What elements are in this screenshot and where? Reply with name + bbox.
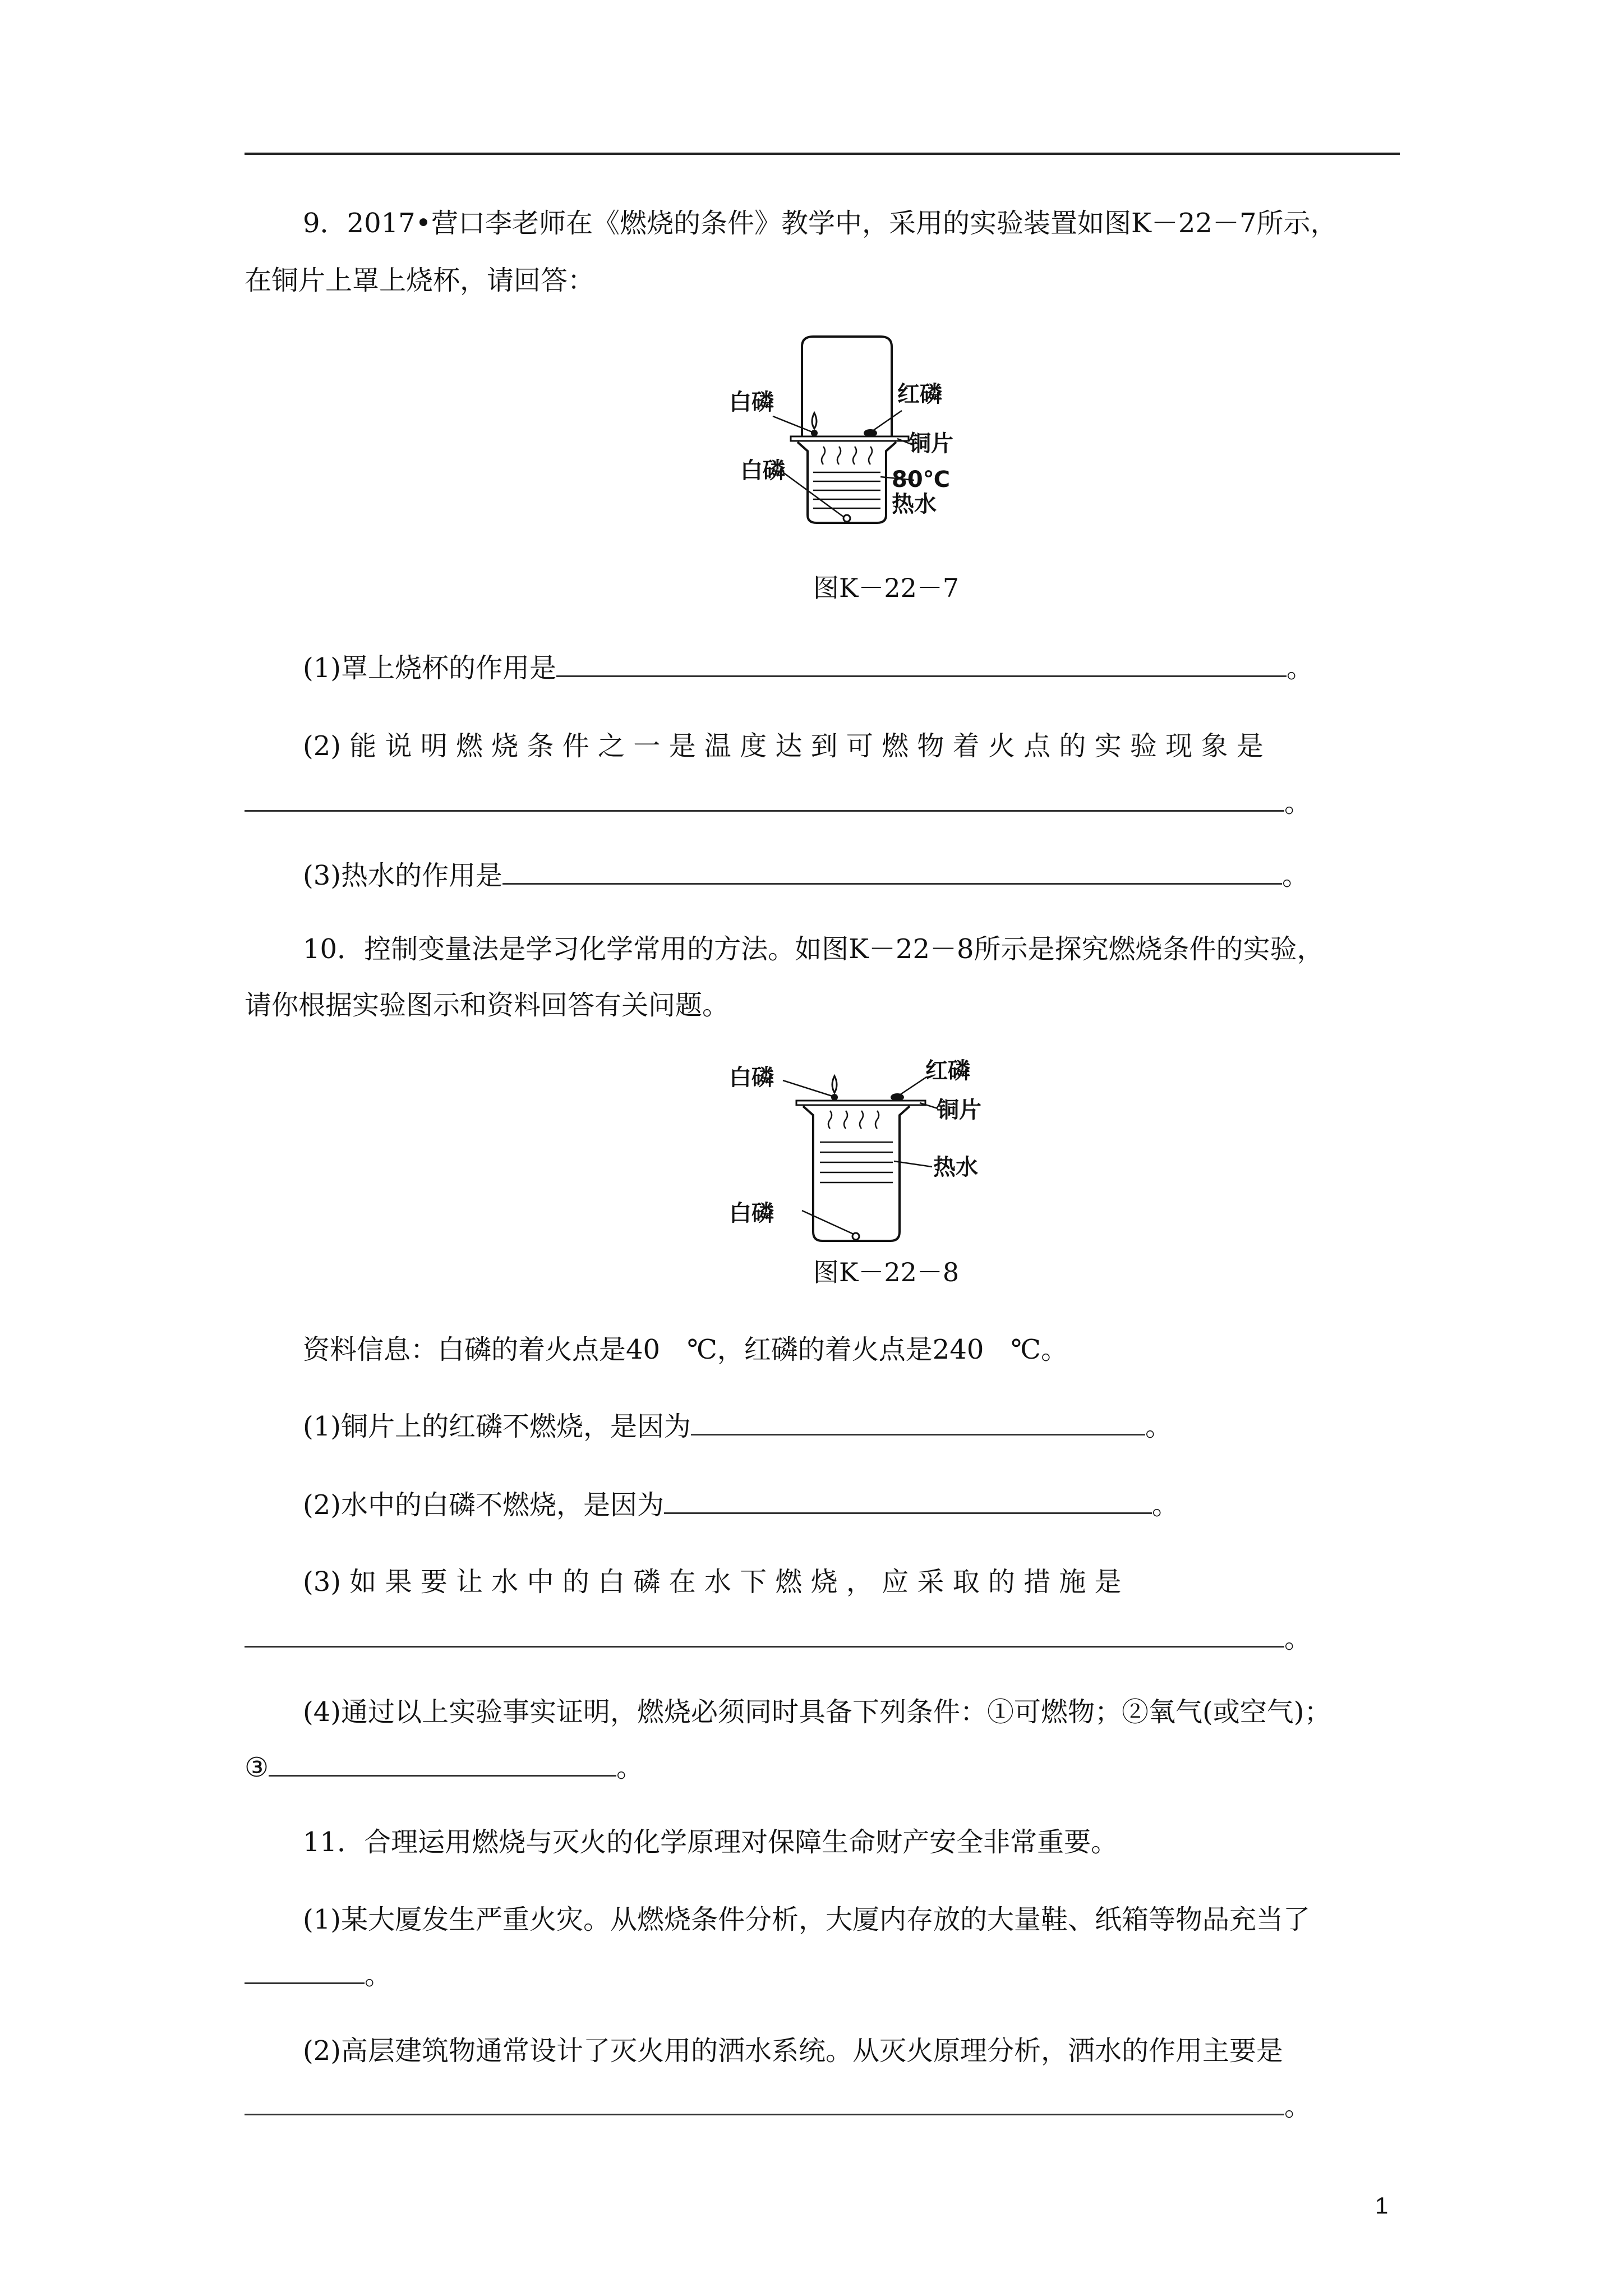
label-white-phosphorus-top: 白磷	[729, 389, 774, 415]
white-phosphorus-on-sheet	[811, 430, 818, 436]
page-number: 1	[1375, 2192, 1389, 2219]
white-phosphorus-on-sheet	[831, 1094, 838, 1101]
label-hot-water: 热水	[892, 491, 937, 517]
q11-stem: 11．合理运用燃烧与灭火的化学原理对保障生命财产安全非常重要。	[303, 1826, 1118, 1858]
q10-part2: (2)水中的白磷不燃烧，是因为 。	[303, 1488, 1179, 1522]
figure-k-22-7-caption: 图K－22－7	[813, 573, 960, 603]
answer-blank[interactable]	[502, 858, 1282, 885]
figure-k-22-8-caption: 图K－22－8	[813, 1257, 960, 1287]
answer-blank[interactable]	[556, 651, 1287, 677]
q9-part3: (3)热水的作用是 。	[303, 858, 1309, 892]
beaker	[803, 1106, 910, 1241]
label-red-phosphorus: 红磷	[925, 1058, 970, 1084]
vapor-lines	[822, 447, 872, 464]
label-temperature: 80℃	[892, 467, 951, 493]
q9-stem-line1: 9．2017•营口李老师在《燃烧的条件》教学中，采用的实验装置如图K－22－7所示，	[303, 208, 1338, 239]
q10-part4-line1: (4)通过以上实验事实证明，燃烧必须同时具备下列条件：①可燃物；②氧气(或空气)；	[303, 1696, 1331, 1728]
q9-part2-blank-line: 。	[245, 785, 1311, 820]
q10-info: 资料信息：白磷的着火点是40 ℃，红磷的着火点是240 ℃。	[303, 1334, 1068, 1365]
q10-part4-line2: ③ 。	[245, 1750, 643, 1784]
answer-blank[interactable]	[691, 1409, 1145, 1435]
label-white-phosphorus-water: 白磷	[740, 458, 785, 484]
flame-icon	[832, 1076, 837, 1093]
answer-blank[interactable]	[245, 1958, 365, 1984]
label-hot-water: 热水	[933, 1154, 978, 1180]
red-phosphorus	[864, 429, 877, 437]
answer-blank[interactable]	[245, 2089, 1284, 2115]
q11-part2-line1: (2)高层建筑物通常设计了灭火用的洒水系统。从灭火原理分析，洒水的作用主要是	[303, 2035, 1283, 2067]
figure-k-22-7	[729, 332, 965, 528]
inverted-beaker	[802, 337, 892, 438]
q11-part1-line2: 。	[245, 1958, 391, 1992]
vapor-lines	[828, 1111, 879, 1129]
answer-blank[interactable]	[664, 1488, 1152, 1514]
flame-icon	[812, 413, 817, 429]
label-copper-sheet: 铜片	[937, 1097, 981, 1123]
water-lines	[820, 1142, 893, 1182]
copper-sheet	[791, 436, 909, 441]
q10-part1: (1)铜片上的红磷不燃烧，是因为 。	[303, 1409, 1172, 1443]
red-phosphorus	[891, 1093, 904, 1101]
answer-blank[interactable]	[269, 1750, 616, 1777]
label-white-phosphorus-water: 白磷	[729, 1200, 774, 1226]
q10-stem-line2: 请你根据实验图示和资料回答有关问题。	[245, 990, 730, 1021]
header-rule	[245, 153, 1400, 155]
answer-blank[interactable]	[245, 1621, 1284, 1648]
q10-stem-line1: 10．控制变量法是学习化学常用的方法。如图K－22－8所示是探究燃烧条件的实验，	[303, 933, 1324, 965]
water-lines	[813, 472, 880, 508]
lower-beaker	[797, 442, 896, 523]
label-white-phosphorus-top: 白磷	[729, 1065, 774, 1091]
q11-part2-line2: 。	[245, 2089, 1311, 2123]
label-copper-sheet: 铜片	[909, 431, 953, 457]
white-phosphorus-in-water	[843, 515, 850, 522]
answer-blank[interactable]	[245, 785, 1284, 812]
q11-part1-line1: (1)某大厦发生严重火灾。从燃烧条件分析，大厦内存放的大量鞋、纸箱等物品充当了	[303, 1904, 1310, 1935]
copper-sheet	[796, 1101, 925, 1105]
label-red-phosphorus: 红磷	[897, 381, 942, 407]
figure-k-22-8	[729, 1055, 987, 1251]
q9-part1: (1)罩上烧杯的作用是 。	[303, 651, 1313, 685]
q10-part3-blank-line: 。	[245, 1621, 1311, 1655]
q10-part3: (3) 如 果 要 让 水 中 的 白 磷 在 水 下 燃 烧 ， 应 采 取 的 措 施 是	[303, 1566, 1122, 1598]
q9-stem-line2: 在铜片上罩上烧杯，请回答：	[245, 265, 595, 296]
q9-part2: (2) 能 说 明 燃 烧 条 件 之 一 是 温 度 达 到 可 燃 物 着 火 点 的 实 验 现 象 是	[303, 730, 1264, 762]
